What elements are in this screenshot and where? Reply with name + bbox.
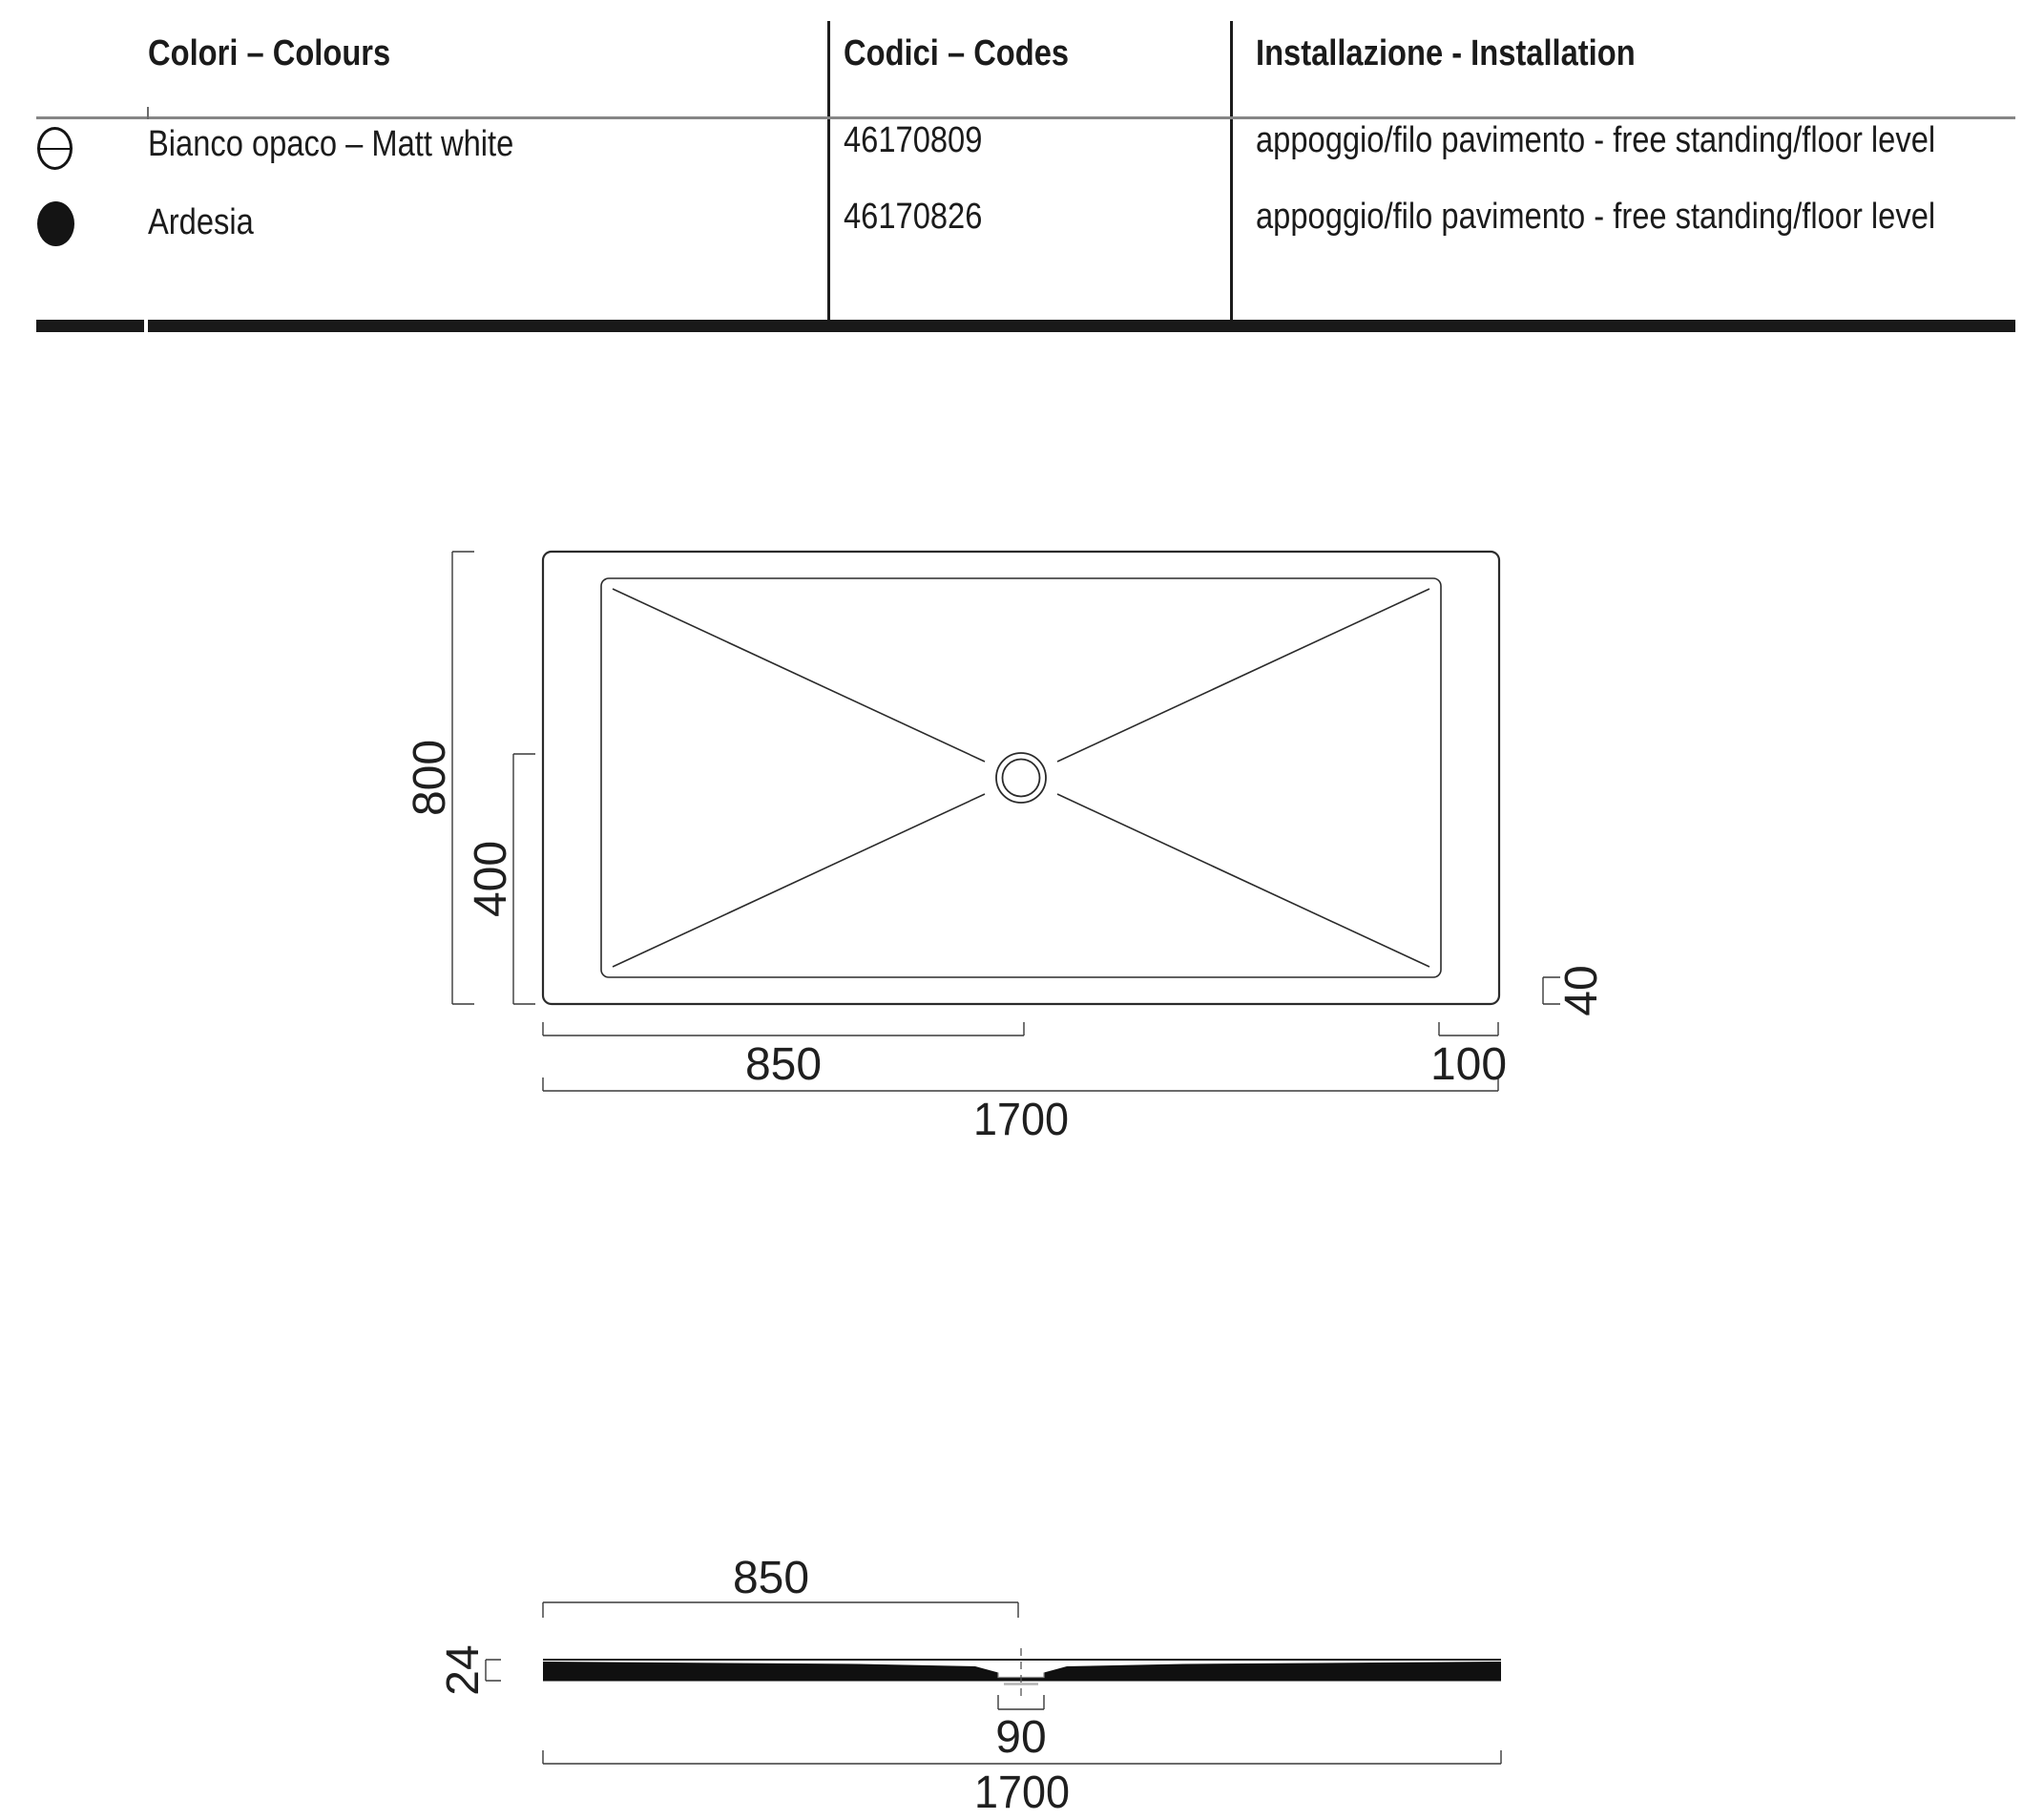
shower-tray-top-view: [543, 552, 1499, 1004]
dim-label-90: 90: [995, 1712, 1047, 1763]
diagonal-bottom-right: [1057, 794, 1429, 967]
installation-row1: appoggio/filo pavimento - free standing/floor level: [1256, 120, 1936, 160]
top-view-dimensions: [452, 552, 1560, 1091]
dim-line-800: [452, 552, 474, 1004]
installation-row2: appoggio/filo pavimento - free standing/floor level: [1256, 197, 1936, 237]
dim-label-850-top-view: 850: [744, 1039, 823, 1090]
drain-outer-circle: [996, 753, 1046, 803]
dim-label-24: 24: [438, 1644, 489, 1696]
side-view-dimensions: [486, 1602, 1501, 1764]
column-header-codici: Codici – Codes: [844, 33, 1070, 73]
column-header-colori: Colori – Colours: [148, 33, 391, 73]
dim-label-800: 800: [405, 739, 455, 817]
dim-line-400: [513, 754, 535, 1004]
dim-label-850-side-view: 850: [732, 1553, 810, 1603]
code-row1: 46170809: [844, 120, 983, 160]
drain-inner-circle: [1003, 760, 1040, 797]
dim-line-100: [1439, 1022, 1498, 1036]
dim-line-1700: [543, 1077, 1498, 1091]
dim-line-850-side: [543, 1602, 1018, 1618]
shower-tray-side-view: [543, 1648, 1501, 1696]
color-name-row1: Bianco opaco – Matt white: [148, 124, 514, 164]
tray-inner-rect: [601, 578, 1441, 977]
diagonal-top-left: [613, 589, 985, 762]
dim-label-40: 40: [1556, 965, 1607, 1016]
dim-label-1700-side-view: 1700: [974, 1768, 1070, 1818]
dim-label-1700-top-view: 1700: [973, 1095, 1069, 1145]
color-name-row2: Ardesia: [148, 202, 254, 242]
code-row2: 46170826: [844, 197, 983, 237]
dim-label-400: 400: [466, 840, 516, 918]
dim-label-100: 100: [1429, 1039, 1508, 1090]
column-header-installazione: Installazione - Installation: [1256, 33, 1636, 73]
side-profile-body: [543, 1662, 1501, 1682]
dim-line-90: [998, 1695, 1044, 1709]
tray-outer-rect: [543, 552, 1499, 1004]
diagonal-top-right: [1057, 589, 1429, 762]
dim-line-850: [543, 1022, 1024, 1036]
diagonal-bottom-left: [613, 794, 985, 967]
